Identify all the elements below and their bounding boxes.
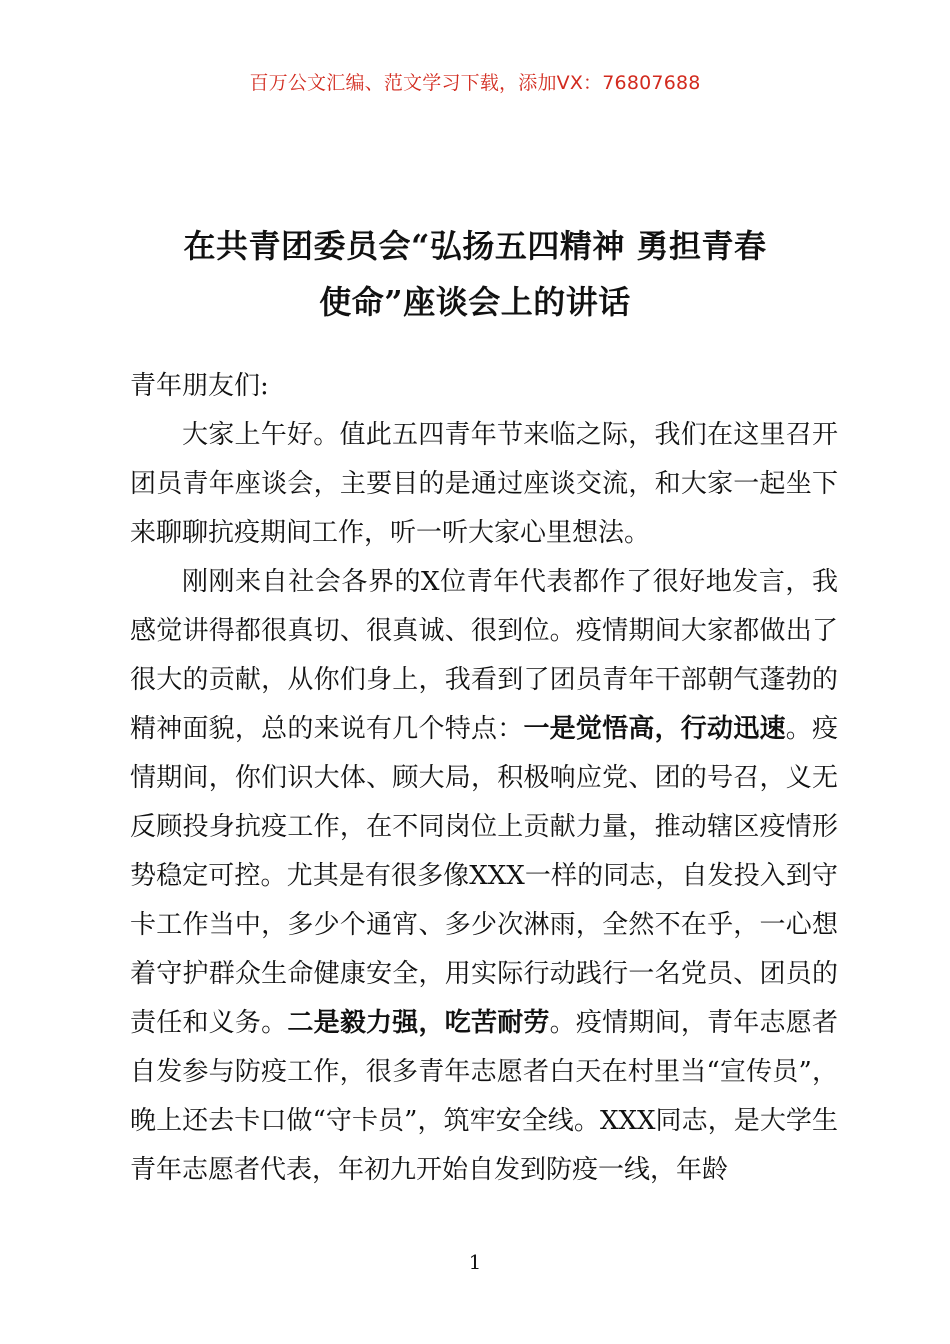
title-line-2: 使命”座谈会上的讲话: [319, 283, 631, 321]
document-title: [95, 218, 855, 330]
paragraph-greeting: 大家上午好。值此五四青年节来临之际，我们在这里召开团员青年座谈会，主要目的是通过座谈交流，和大家一起坐下来聊聊抗疫期间工作，听一听大家心里想法。: [130, 420, 838, 548]
paragraph-text: 。疫情期间，青年志愿者自发参与防疫工作，很多青年志愿者白天在村里当“宣传员”，晚上还去卡口做“守卡员”，筑牢安全线。XXX同志，是大学生青年志愿者代表，年初九开始自发到防疫一线，年龄: [130, 1008, 838, 1185]
paragraph-text: 。疫情期间，你们识大体、顾大局，积极响应党、团的号召，义无反顾投身抗疫工作，在不同岗位上贡献力量，推动辖区疫情形势稳定可控。尤其是有很多像XXX一样的同志，自发投入到守卡工作当中，多少个通宵、多少次淋雨，全然不在乎，一心想着守护群众生命健康安全，用实际行动践行一名党员、团员的责任和义务。: [130, 714, 838, 1038]
paragraph-text: 刚刚来自社会各界的X位青年代表都作了很好地发言，我感觉讲得都很真切、很真诚、很到位。疫情期间大家都做出了很大的贡献，从你们身上，我看到了团员青年干部朝气蓬勃的精神面貌，总的来说有几个特点：: [130, 567, 838, 744]
title-line-1: 在共青团委员会“弘扬五四精神 勇担青春: [183, 227, 767, 265]
salutation: 青年朋友们:: [130, 371, 269, 401]
bold-point-1: 一是觉悟高，行动迅速: [523, 714, 786, 744]
page-number: 1: [468, 1250, 482, 1274]
bold-point-2: 二是毅力强，吃苦耐劳: [287, 1008, 550, 1038]
document-body: [130, 411, 838, 1195]
paragraph-characteristics: [130, 558, 838, 1195]
header-watermark-note: 百万公文汇编、范文学习下载，添加VX：76807688: [249, 72, 701, 94]
